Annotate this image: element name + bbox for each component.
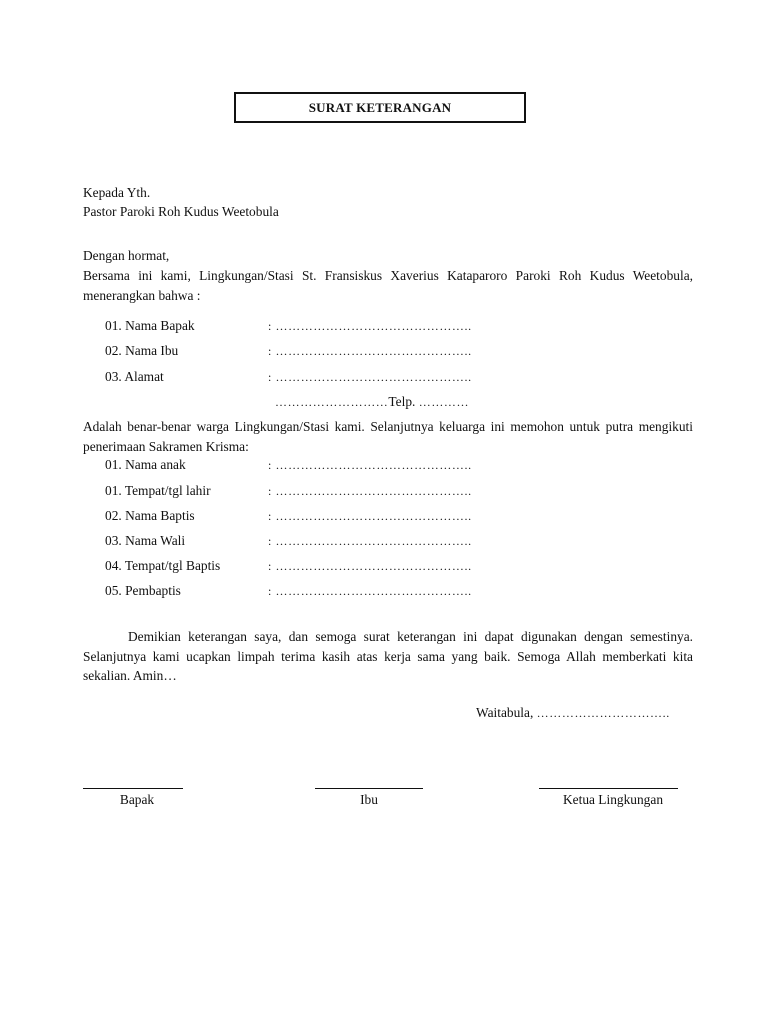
recipient-line-1: Kepada Yth. xyxy=(83,185,151,200)
field-label-alamat: 03. Alamat xyxy=(105,369,164,384)
greeting: Dengan hormat, xyxy=(83,248,170,263)
field-value-tempat-tgl-baptis[interactable]: : ……………………………………….. xyxy=(268,559,472,573)
field-label-nama-baptis: 02. Nama Baptis xyxy=(105,508,195,523)
address-extra-line xyxy=(275,394,469,410)
signature-line-ketua[interactable] xyxy=(539,788,678,789)
field-value-alamat[interactable]: : ……………………………………….. xyxy=(268,370,472,384)
document-title: SURAT KETERANGAN xyxy=(234,92,526,123)
field-value-nama-anak[interactable]: : ……………………………………….. xyxy=(268,458,472,472)
statement-paragraph: Adalah benar-benar warga Lingkungan/Stasi kami. Selanjutnya keluarga ini memohon untuk putra mengikuti penerimaan Sakramen Krisma: xyxy=(83,419,693,454)
field-label-pembaptis: 05. Pembaptis xyxy=(105,583,181,598)
intro-paragraph: Bersama ini kami, Lingkungan/Stasi St. Fransiskus Xaverius Kataparoro Paroki Roh Kudus Weetobula, menerangkan bahwa : xyxy=(83,268,693,303)
signature-line-bapak[interactable] xyxy=(83,788,183,789)
field-label-nama-wali: 03. Nama Wali xyxy=(105,533,186,548)
telp-label: Telp. xyxy=(388,394,416,409)
field-label-tempat-tgl-lahir: 01. Tempat/tgl lahir xyxy=(105,483,211,498)
date-dots[interactable]: ………………………….. xyxy=(536,706,670,720)
field-value-nama-bapak[interactable]: : ……………………………………….. xyxy=(268,319,472,333)
signature-label-ibu: Ibu xyxy=(360,792,378,807)
telp-dots[interactable]: ………… xyxy=(418,395,470,409)
address-extra-dots[interactable]: ……………………… xyxy=(275,395,389,409)
signature-line-ibu[interactable] xyxy=(315,788,423,789)
field-value-nama-ibu[interactable]: : ……………………………………….. xyxy=(268,344,472,358)
signature-label-ketua: Ketua Lingkungan xyxy=(562,792,664,807)
field-label-nama-ibu: 02. Nama Ibu xyxy=(105,343,179,358)
field-label-nama-anak: 01. Nama anak xyxy=(105,457,186,472)
closing-paragraph: Demikian keterangan saya, dan semoga surat keterangan ini dapat digunakan dengan semestinya. Selanjutnya kami ucapkan limpah terima kasih atas kerja sama yang baik. Semoga Allah memberkati kita sekalian. Amin… xyxy=(83,629,693,683)
field-value-pembaptis[interactable]: : ……………………………………….. xyxy=(268,584,472,598)
field-value-nama-baptis[interactable]: : ……………………………………….. xyxy=(268,509,472,523)
field-label-nama-bapak: 01. Nama Bapak xyxy=(105,318,195,333)
place-label: Waitabula, xyxy=(476,705,534,720)
recipient-line-2: Pastor Paroki Roh Kudus Weetobula xyxy=(83,204,279,219)
field-value-tempat-tgl-lahir[interactable]: : ……………………………………….. xyxy=(268,484,472,498)
place-date xyxy=(476,705,670,721)
field-label-tempat-tgl-baptis: 04. Tempat/tgl Baptis xyxy=(105,558,221,573)
signature-label-bapak: Bapak xyxy=(119,792,155,807)
field-value-nama-wali[interactable]: : ……………………………………….. xyxy=(268,534,472,548)
